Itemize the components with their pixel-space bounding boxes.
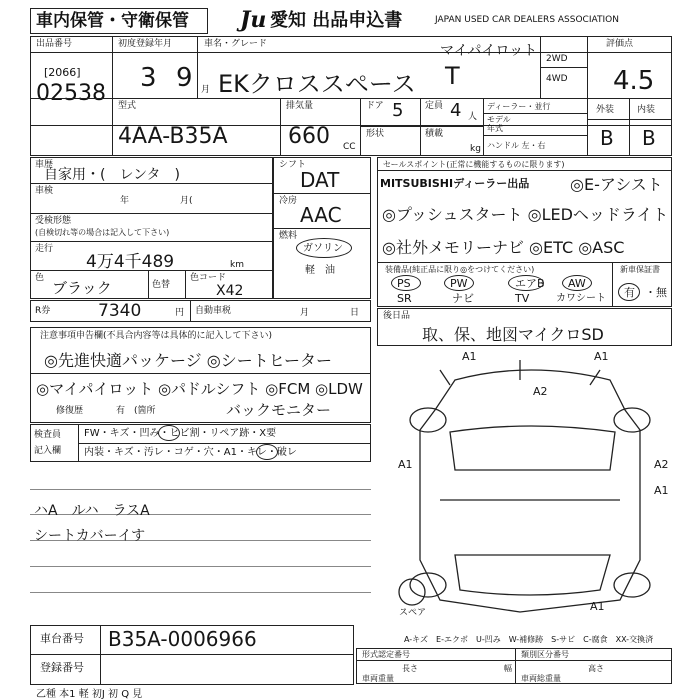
equip-sr: SR [397, 292, 412, 305]
form-subtitle: JAPAN USED CAR DEALERS ASSOCIATION [435, 15, 619, 25]
cc-unit: CC [343, 142, 356, 152]
int-label: 内装 [637, 105, 656, 115]
mileage-value: 4万4千489 [86, 252, 175, 272]
repair-value: 有 (箇所 [116, 406, 156, 416]
mark-a1-right2: A1 [654, 484, 669, 497]
score-label: 評価点 [606, 39, 634, 49]
warranty-yes: 有 [624, 286, 635, 299]
dealer-label: ディーラー・並行 [487, 102, 551, 111]
mark-a1-top-left: A1 [462, 350, 477, 363]
received-label: 受検形態 [35, 216, 72, 226]
color-label: 色 [35, 273, 45, 283]
reg-month: 9 [176, 63, 193, 93]
drive-2wd: 2WD [546, 54, 568, 64]
header-tag: 車内保管・守衛保管 [36, 11, 189, 31]
ac-label: 冷房 [279, 196, 298, 206]
equip-airbag: エアB [515, 277, 545, 290]
grade: T [445, 62, 460, 90]
colorcode-label: 色替 [152, 280, 171, 290]
notes-line2: ◎マイパイロット ◎パドルシフト ◎FCM ◎LDW [36, 380, 363, 398]
tax-label: 自動車税 [195, 306, 232, 316]
notes-label: 注意事項申告欄(不具合内容等は具体的に記入して下さい) [40, 331, 273, 341]
displacement: 660 [288, 124, 330, 149]
code-value: X42 [216, 283, 244, 299]
code-label: 色コード [190, 273, 227, 283]
history-value: 自家用・( レンタ ) [44, 167, 181, 183]
repair-note: バックモニター [226, 401, 332, 419]
recycle-unit: 円 [175, 308, 185, 318]
fuel-diesel: 軽 油 [305, 265, 335, 276]
reg-label: 初度登録年月 [118, 39, 173, 49]
mileage-unit: km [230, 260, 244, 270]
chassis-value: B35A-0006966 [108, 627, 257, 651]
free-line1: ハA ルハ ラスA [34, 503, 150, 519]
rear-value: 取、保、地図マイクロSD [422, 325, 604, 344]
mark-a2-top: A2 [533, 385, 548, 398]
disp-label: 排気量 [286, 101, 314, 111]
name-label: 車名・グレード [204, 39, 268, 49]
total-weight-label: 車両総重量 [521, 674, 561, 683]
int-grade: B [642, 126, 656, 150]
ext-grade: B [600, 126, 614, 150]
mark-a1-top-right: A1 [594, 350, 609, 363]
type-class-label: 類別区分番号 [521, 650, 569, 659]
inspector-label1: 検査員 [34, 430, 62, 440]
car-name: EKクロススペース [218, 70, 416, 98]
dealer-brand: MITSUBISHIディーラー出品 [380, 177, 530, 190]
lot-label: 出品番号 [36, 39, 73, 49]
ext-label: 外装 [596, 105, 615, 115]
drive-4wd: 4WD [546, 74, 568, 84]
fuel-label: 燃料 [279, 231, 298, 241]
new-warranty-label: 新車保証書 [620, 265, 660, 274]
tax-month: 月 [300, 308, 310, 318]
repair-label: 修復歴 [56, 406, 84, 416]
model-year-label: モデル 年式 [487, 115, 511, 133]
reg-year: 3 [140, 63, 157, 93]
bottom-row: 乙種 本1 軽 初J 初 Q 見 [36, 689, 143, 700]
dim-height: 高さ [588, 664, 604, 673]
doors-value: 5 [392, 100, 404, 121]
equip-aw: AW [568, 277, 586, 290]
color-value: ブラック [52, 279, 112, 297]
mark-a1-bottom: A1 [590, 600, 605, 613]
warranty-no: ・無 [645, 286, 667, 299]
load-label: 積載 [425, 129, 444, 139]
selling-label: セールスポイント(正常に機能するものに限ります) [383, 160, 565, 169]
model-label: 型式 [118, 101, 137, 111]
mark-a1-left: A1 [398, 458, 413, 471]
kg-unit: kg [470, 144, 481, 154]
cap-label: 定員 [425, 101, 444, 111]
tax-day: 日 [350, 308, 360, 318]
selling-line3: ◎社外メモリーナビ ◎ETC ◎ASC [382, 238, 625, 257]
mileage-label: 走行 [35, 244, 54, 254]
form-title: 愛知 出品申込書 [270, 10, 403, 31]
score-value: 4.5 [613, 66, 655, 96]
dim-width: 幅 [504, 664, 512, 673]
inspector-label2: 記入欄 [34, 446, 62, 456]
capacity-value: 4 [450, 100, 462, 121]
selling-line1: ◎E-アシスト [570, 175, 663, 194]
equip-pw: PW [450, 277, 468, 290]
spare-label: スペア [399, 608, 427, 618]
inspector-ext-row: FW・キズ・凹み・ヒビ割・リペア跡・X要 [84, 428, 277, 439]
model-value: 4AA-B35A [118, 124, 228, 149]
lot-number: 02538 [36, 81, 106, 106]
shift-label: シフト [279, 160, 307, 170]
equip-leather: カワシート [556, 293, 606, 304]
logo-ju-icon: Ju [240, 7, 267, 33]
notes-line1: ◎先進快適パッケージ ◎シートヒーター [44, 351, 333, 370]
received-sub: (自検切れ等の場合は記入して下さい) [35, 228, 170, 237]
shape-label: 形状 [366, 129, 385, 139]
equip-label: 装備品(純正品に限り◎をつけてください) [385, 265, 535, 274]
option-note: マイパイロット [440, 43, 538, 59]
ac-value: AAC [300, 203, 342, 227]
reg-number-label: 登録番号 [40, 661, 84, 674]
door-label: ドア [366, 101, 384, 111]
equip-navi: ナビ [452, 292, 474, 305]
rear-label: 後日品 [383, 311, 411, 321]
free-line2: シートカバーイす [34, 528, 146, 544]
mark-a2-right: A2 [654, 458, 669, 471]
inspect-month: 月( [180, 196, 193, 206]
recycle-value: 7340 [98, 301, 142, 321]
inspect-label: 車検 [35, 186, 54, 196]
reg-month-unit: 月 [201, 85, 211, 95]
equip-tv: TV [515, 292, 530, 305]
shape-cert-label: 形式認定番号 [362, 650, 410, 659]
legend: A-キズ E-エクボ U-凹み W-補修跡 S-サビ C-腐食 XX-交換済 [404, 635, 654, 644]
handle-label: ハンドル 左・右 [487, 141, 546, 150]
dim-length: 長さ [402, 664, 418, 673]
chassis-label: 車台番号 [40, 632, 84, 645]
shift-value: DAT [300, 168, 340, 192]
lot-sub: [2066] [44, 66, 81, 79]
fuel-gas: ガソリン [303, 243, 343, 254]
weight-label: 車両重量 [362, 674, 394, 683]
history-label: 車歴 [35, 160, 54, 170]
equip-ps: PS [397, 277, 411, 290]
selling-line2: ◎プッシュスタート ◎LEDヘッドライト [382, 205, 669, 224]
inspector-int-row: 内装・キズ・汚レ・コゲ・穴・A1・キレ・破レ [84, 447, 297, 458]
cap-unit: 人 [468, 112, 478, 122]
recycle-label: R券 [35, 306, 51, 316]
inspect-year: 年 [120, 196, 130, 206]
